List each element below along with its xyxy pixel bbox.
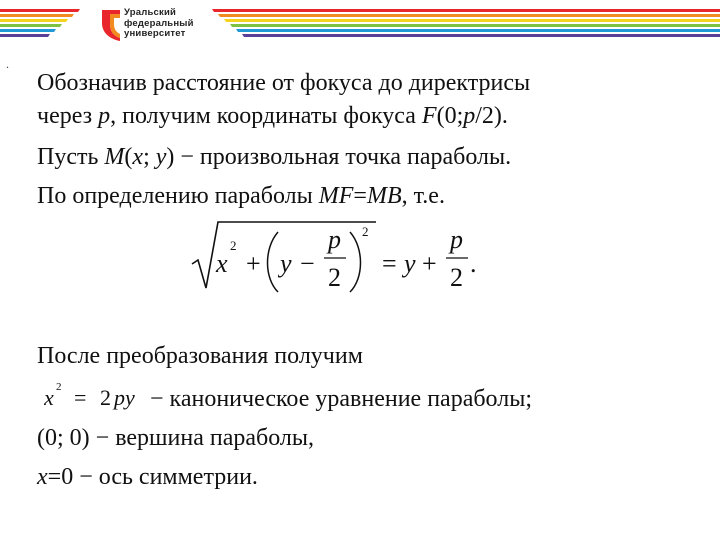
text-segment: , т.е. [401,183,445,209]
formula-p: p [328,225,341,254]
canonical-equation [44,378,154,414]
formula-x-sup: 2 [230,238,237,253]
brand-stripe [0,9,80,12]
var-MB: MB [366,183,402,209]
text-segment: (0; [436,103,464,129]
brand-stripe [0,19,68,22]
formula-period: . [470,249,477,278]
formula-plus: + [246,249,261,278]
text-segment: =0 − ось симметрии. [47,464,258,490]
university-line-1: Уральский [124,7,177,18]
text-line-1: Обозначив расстояние от фокуса до директрисы [37,70,531,96]
university-logo [100,8,122,42]
formula-rhs-two: 2 [450,263,463,292]
text-line-3 [37,142,511,172]
text-line-6: − каноническое уравнение параболы; [150,386,533,412]
right-paren [350,232,361,292]
brand-stripe [236,29,720,32]
var-y: y [155,144,167,170]
text-segment: /2). [475,103,508,129]
text-segment: ; [143,144,156,170]
left-paren [268,232,279,292]
text-line-8 [37,462,258,492]
formula-outer-sup: 2 [362,224,369,239]
var-M: M [104,144,125,170]
brand-stripe [224,19,720,22]
text-line-4 [37,181,445,211]
formula-two: 2 [328,263,341,292]
var-x: x [37,464,48,490]
formula-eq: = [382,249,397,278]
text-segment: По определению параболы [37,183,319,209]
var-p: p [98,103,111,129]
university-line-2: федеральный [124,17,194,29]
header-bar [0,0,720,50]
var-MF: MF [318,183,354,209]
eq-two: 2 [100,385,111,410]
university-line-3: университет [124,28,186,39]
text-segment: ) − произвольная точка параболы. [166,144,512,170]
text-segment: = [353,183,367,209]
var-x: x [132,144,144,170]
formula-x: x [216,249,228,278]
brand-stripe [0,24,62,27]
formula-rhs-plus: + [422,249,437,278]
formula-minus: − [300,249,315,278]
focus-directrix-formula [180,218,480,298]
text-line-7: (0; 0) − вершина параболы, [37,425,314,451]
brand-stripe [242,34,720,37]
text-line-5: После преобразования получим [37,343,363,369]
var-F: F [421,103,437,129]
eq-py: py [114,385,135,410]
brand-stripe [0,14,74,17]
brand-stripe [0,34,50,37]
text-segment: ( [124,144,133,170]
formula-y: y [280,249,292,278]
slide-dot: . [6,57,9,71]
formula-rhs-y: y [404,249,416,278]
formula-rhs-p: p [450,225,463,254]
university-name [124,8,194,40]
eq-sup: 2 [56,381,62,393]
text-segment: , получим координаты фокуса [110,103,422,129]
var-p: p [463,103,476,129]
brand-stripe [218,14,720,17]
brand-stripe [212,9,720,12]
text-segment: через [37,103,99,129]
brand-stripe [0,29,56,32]
text-line-2 [37,101,508,131]
text-segment: Пусть [37,144,105,170]
eq-equals: = [74,385,87,410]
eq-x: x [44,385,54,410]
brand-stripe [230,24,720,27]
